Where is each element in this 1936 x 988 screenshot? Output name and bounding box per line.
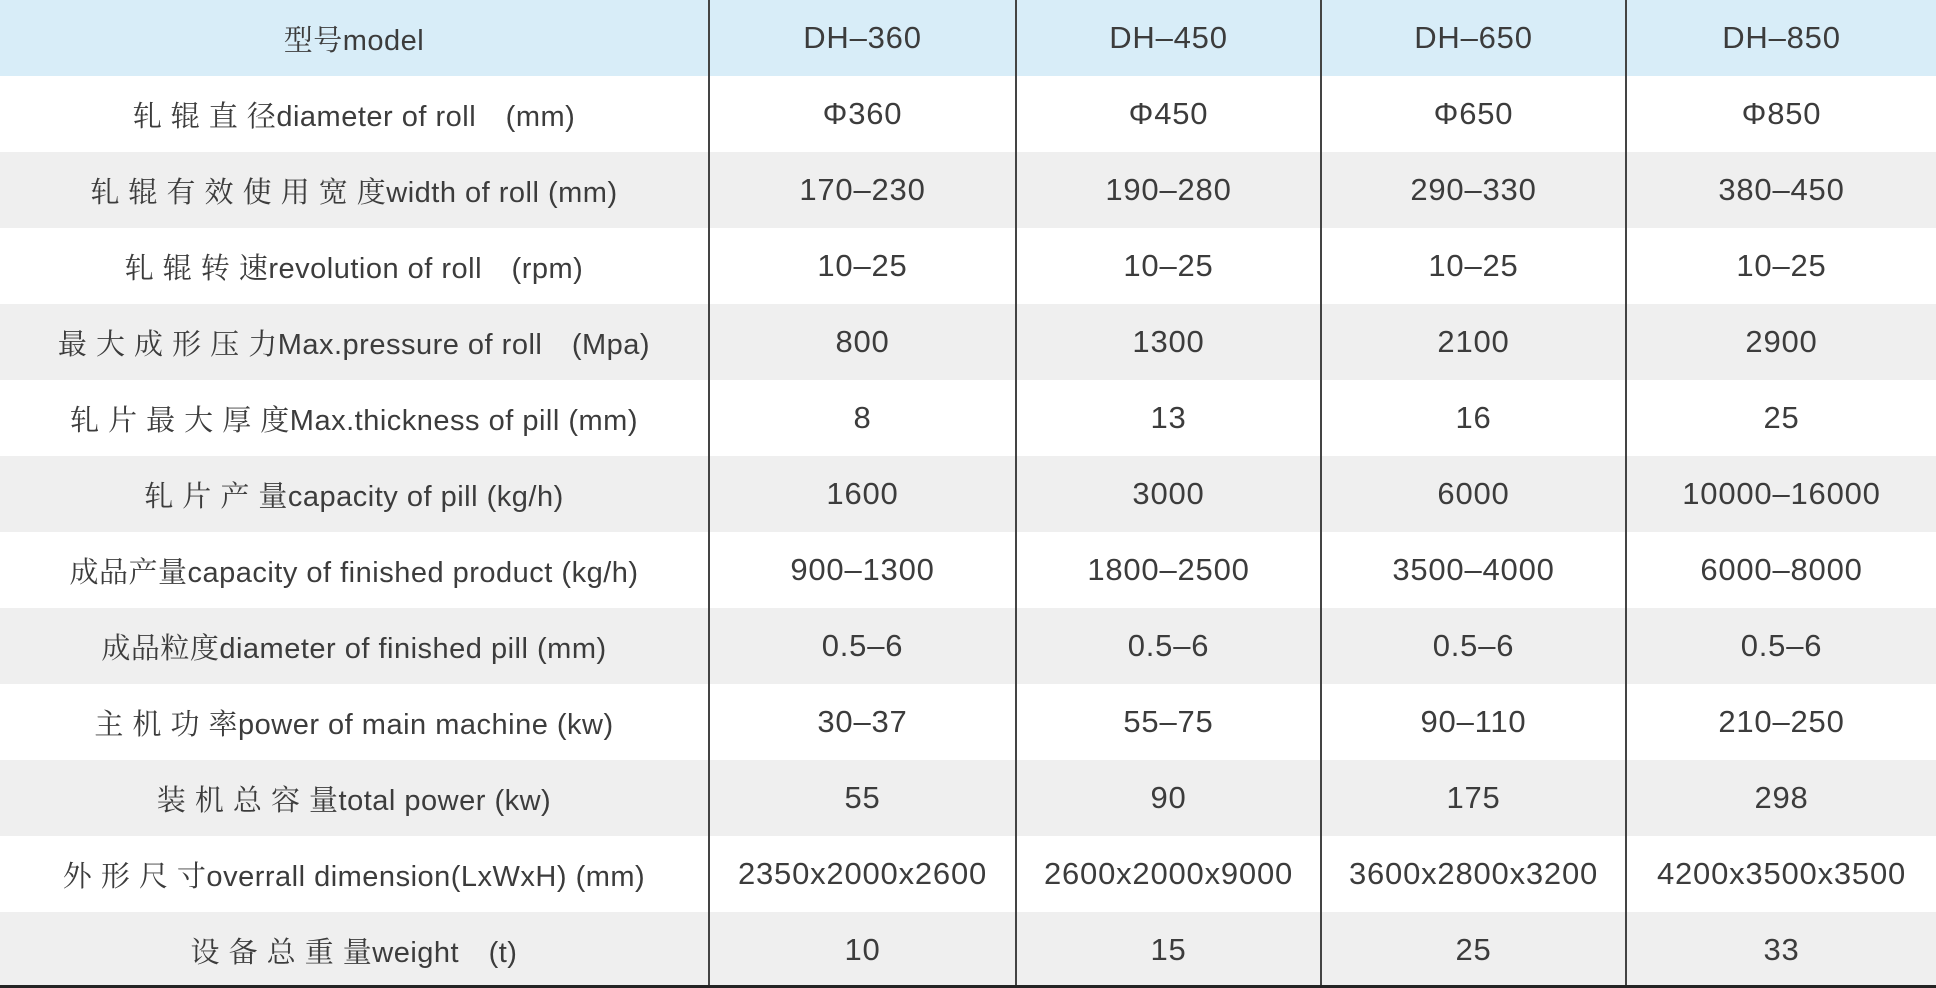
cell-value: 210–250	[1625, 684, 1936, 760]
cell-value: 170–230	[708, 152, 1015, 228]
cell-value: 2900	[1625, 304, 1936, 380]
cell-value: 10–25	[1625, 228, 1936, 304]
cell-value: 190–280	[1015, 152, 1320, 228]
cell-value: 3000	[1015, 456, 1320, 532]
cell-value: 55–75	[1015, 684, 1320, 760]
cell-value: 175	[1320, 760, 1625, 836]
row-label: 主 机 功 率power of main machine (kw)	[94, 708, 614, 741]
cell-value: 2600x2000x9000	[1015, 836, 1320, 912]
header-cell-model-1: DH–450	[1015, 0, 1320, 76]
cell-value: 6000	[1320, 456, 1625, 532]
row-label: 装 机 总 容 量total power (kw)	[0, 760, 708, 836]
cell-value: 25	[1320, 912, 1625, 988]
cell-value: Φ850	[1625, 76, 1936, 152]
cell-value: 8	[708, 380, 1015, 456]
cell-value: 1600	[708, 456, 1015, 532]
cell-value: 33	[1625, 912, 1936, 988]
row-label: 成品粒度diameter of finished pill (mm)	[0, 608, 708, 684]
cell-value: 90	[1015, 760, 1320, 836]
cell-value: 15	[1015, 912, 1320, 988]
cell-value: 30–37	[708, 684, 1015, 760]
cell-value: 0.5–6	[1015, 608, 1320, 684]
row-label: 设 备 总 重 量weight (t)	[0, 912, 708, 988]
row-label: 轧 辊 有 效 使 用 宽 度width of roll (mm)	[0, 152, 708, 228]
cell-value: 10–25	[1015, 228, 1320, 304]
row-label: 最 大 成 形 压 力Max.pressure of roll (Mpa)	[0, 304, 708, 380]
row-label: 轧 片 产 量capacity of pill (kg/h)	[0, 456, 708, 532]
cell-value: 1800–2500	[1015, 532, 1320, 608]
cell-value: Φ360	[708, 76, 1015, 152]
cell-value: 800	[708, 304, 1015, 380]
cell-value: 0.5–6	[1625, 608, 1936, 684]
cell-value: 16	[1320, 380, 1625, 456]
cell-value: 4200x3500x3500	[1625, 836, 1936, 912]
cell-value: 3600x2800x3200	[1320, 836, 1625, 912]
header-cell-model-2: DH–650	[1320, 0, 1625, 76]
cell-value: Φ450	[1015, 76, 1320, 152]
row-label: 成品产量capacity of finished product (kg/h)	[69, 556, 639, 589]
header-cell-model-label: 型号model	[0, 0, 708, 76]
cell-value: 25	[1625, 380, 1936, 456]
cell-value: 290–330	[1320, 152, 1625, 228]
cell-value: 10	[708, 912, 1015, 988]
cell-value: 90–110	[1320, 684, 1625, 760]
cell-value: 55	[708, 760, 1015, 836]
cell-value: 1300	[1015, 304, 1320, 380]
cell-value: 2100	[1320, 304, 1625, 380]
cell-value: Φ650	[1320, 76, 1625, 152]
cell-value: 3500–4000	[1320, 532, 1625, 608]
cell-value: 13	[1015, 380, 1320, 456]
cell-value: 10–25	[1320, 228, 1625, 304]
cell-value: 380–450	[1625, 152, 1936, 228]
cell-value: 298	[1625, 760, 1936, 836]
cell-value: 10–25	[708, 228, 1015, 304]
row-label: 轧 辊 转 速revolution of roll (rpm)	[124, 252, 584, 285]
header-cell-model-3: DH–850	[1625, 0, 1936, 76]
cell-value: 0.5–6	[1320, 608, 1625, 684]
cell-value: 6000–8000	[1625, 532, 1936, 608]
row-label: 轧 片 最 大 厚 度Max.thickness of pill (mm)	[70, 404, 638, 437]
cell-value: 2350x2000x2600	[708, 836, 1015, 912]
row-label: 外 形 尺 寸overrall dimension(LxWxH) (mm)	[62, 860, 646, 893]
row-label: 轧 辊 直 径diameter of roll (mm)	[132, 100, 576, 133]
header-cell-model-0: DH–360	[708, 0, 1015, 76]
cell-value: 10000–16000	[1625, 456, 1936, 532]
cell-value: 0.5–6	[708, 608, 1015, 684]
cell-value: 900–1300	[708, 532, 1015, 608]
